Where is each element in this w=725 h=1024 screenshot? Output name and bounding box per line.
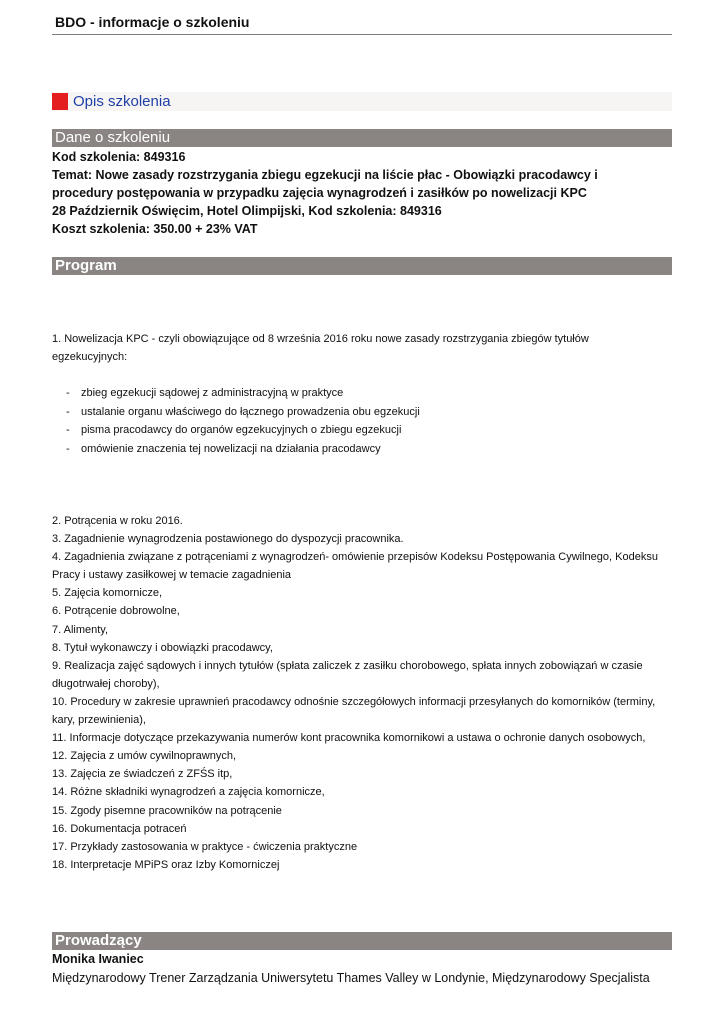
program-bullet-list (66, 384, 420, 458)
dane-heading: Dane o szkoleniu (55, 129, 171, 146)
program-list (52, 512, 667, 874)
program-heading: Program (55, 257, 117, 274)
kod-szkolenia: Kod szkolenia: 849316 (52, 150, 186, 164)
list-item: - omówienie znaczenia tej nowelizacji na działania pracodawcy (66, 442, 381, 455)
trainer-description: Międzynarodowy Trener Zarządzania Uniwersytetu Thames Valley w Londynie, Międzynarodowy Specjalista (52, 971, 650, 985)
list-item: - ustalanie organu właściwego do łącznego prowadzenia obu egzekucji (66, 405, 420, 418)
red-square-icon (52, 93, 68, 110)
list-item: 13. Zajęcia ze świadczeń z ZFŚS itp, (52, 768, 233, 781)
list-item: 6. Potrącenie dobrowolne, (52, 605, 180, 618)
list-item: 10. Procedury w zakresie uprawnień pracodawcy odnośnie szczegółowych informacji przesyłanych do komorników (terminy, kary, przewinienia), (52, 695, 656, 727)
list-item: 16. Dokumentacja potraceń (52, 822, 187, 835)
page-header (52, 12, 672, 35)
program-intro: 1. Nowelizacja KPC - czyli obowiązujące od 8 września 2016 roku nowe zasady rozstrzygania zbiegów tytułów egzekucyjnych: (52, 333, 589, 363)
list-item: 14. Różne składniki wynagrodzeń a zajęcia komornicze, (52, 786, 325, 799)
list-item: 5. Zajęcia komornicze, (52, 587, 163, 600)
list-item: 3. Zagadnienie wynagrodzenia postawionego do dyspozycji pracownika. (52, 533, 404, 546)
termin: 28 Październik Oświęcim, Hotel Olimpijski, Kod szkolenia: 849316 (52, 204, 442, 218)
prowadzacy-heading-bar (52, 932, 672, 950)
list-item: - pisma pracodawcy do organów egzekucyjnych o zbiegu egzekucji (66, 424, 402, 436)
list-item: 15. Zgody pisemne pracowników na potrącenie (52, 804, 282, 817)
list-item: 9. Realizacja zajęć sądowych i innych tytułów (spłata zaliczek z zasiłku chorobowego, spłata innych zobowiązań w czasie długotrwałej choroby), (52, 659, 643, 690)
list-item: 18. Interpretacje MPiPS oraz Izby Komorniczej (52, 858, 280, 871)
page-title: BDO - informacje o szkoleniu (55, 14, 250, 30)
list-item: 8. Tytuł wykonawczy i obowiązki pracodawcy, (52, 641, 273, 654)
opis-szkolenia-section (52, 92, 672, 111)
opis-title: Opis szkolenia (73, 93, 171, 110)
program-heading-bar (52, 257, 672, 275)
list-item: 11. Informacje dotyczące przekazywania numerów kont pracownika komornikowi a ustawa o ochronie danych osobowych, (52, 732, 646, 745)
list-item: - zbieg egzekucji sądowej z administracyjną w praktyce (66, 387, 344, 399)
list-item: 17. Przykłady zastosowania w praktyce - ćwiczenia praktyczne (52, 840, 358, 853)
list-item: 7. Alimenty, (52, 623, 109, 636)
list-item: 4. Zagadnienia związane z potrąceniami z wynagrodzeń- omówienie przepisów Kodeksu Postępowania Cywilnego, Kodeksu Pracy i ustawy zasiłkowej w temacie zagadnienia (52, 551, 658, 582)
trainer-name: Monika Iwaniec (52, 952, 144, 966)
koszt: Koszt szkolenia: 350.00 + 23% VAT (52, 222, 258, 236)
temat: Temat: Nowe zasady rozstrzygania zbiegu egzekucji na liście płac - Obowiązki pracodawcy i procedury postępowania w przypadku zajęcia wynagrodzeń i zasiłków po nowelizacji KPC (52, 168, 598, 200)
dane-heading-bar (52, 129, 672, 147)
list-item: 2. Potrącenia w roku 2016. (52, 515, 183, 527)
prowadzacy-heading: Prowadzący (55, 932, 142, 949)
list-item: 12. Zajęcia z umów cywilnoprawnych, (52, 750, 237, 763)
